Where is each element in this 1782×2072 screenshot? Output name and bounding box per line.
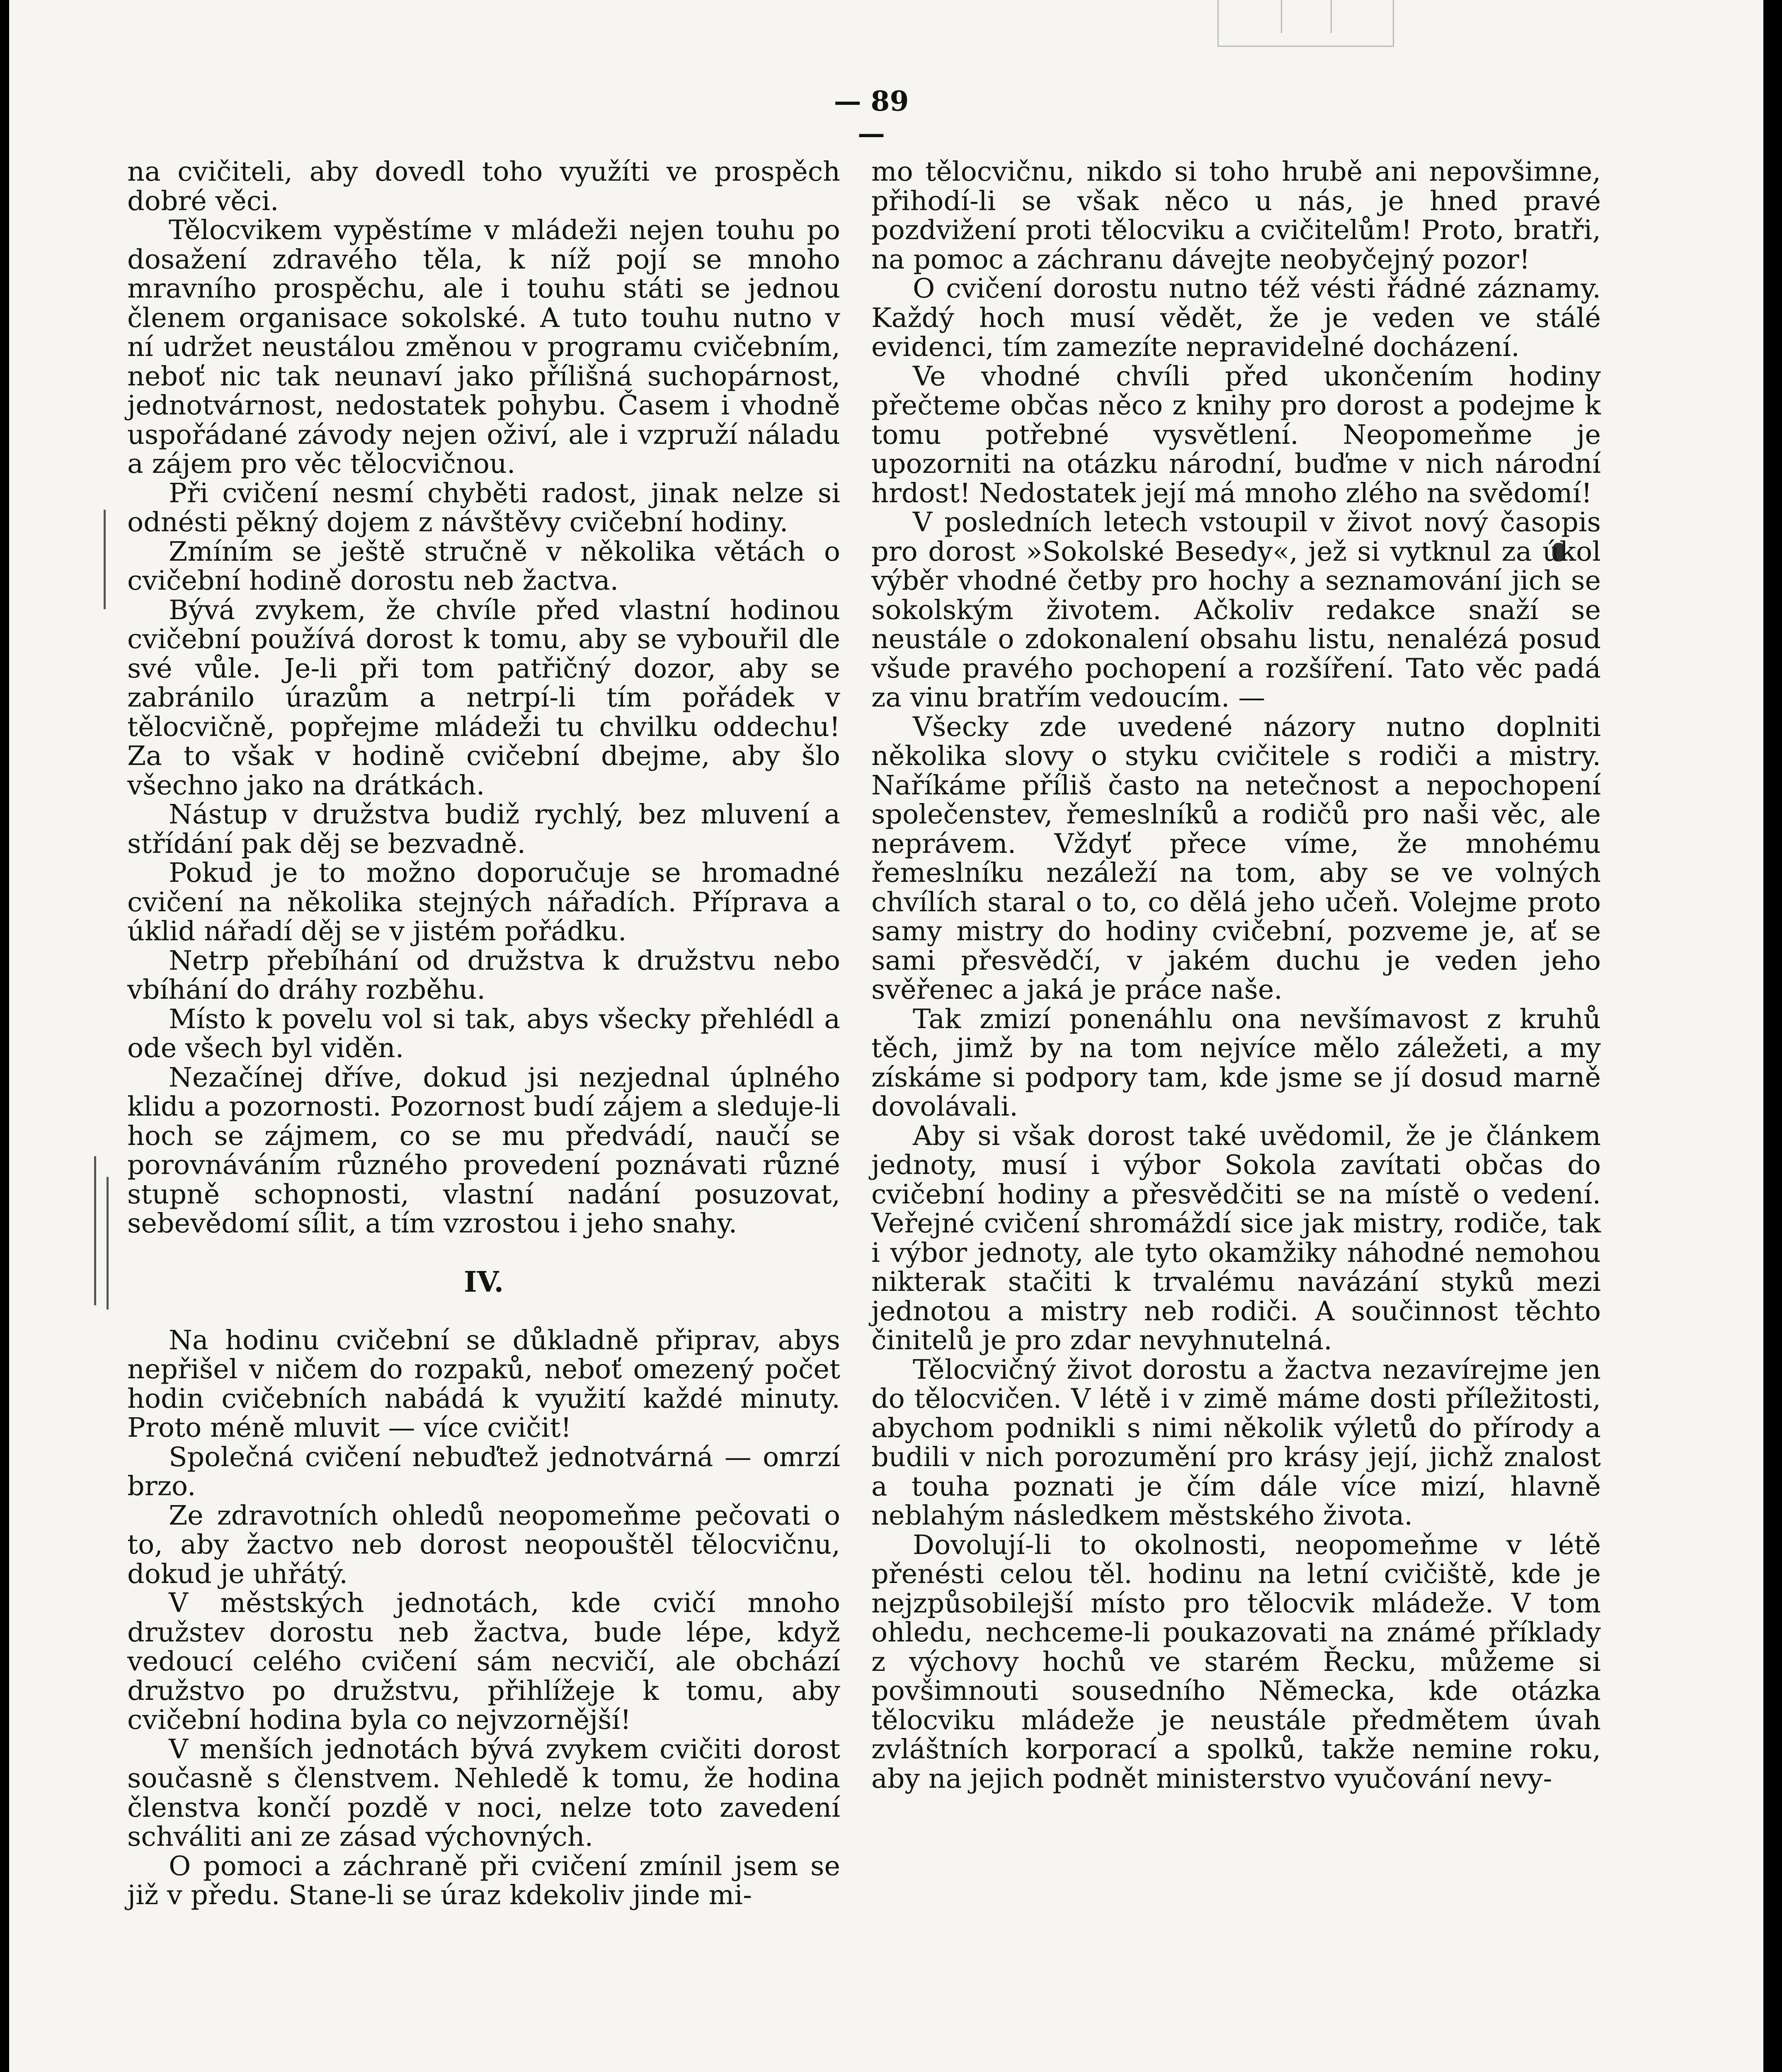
paragraph: Tak zmizí ponenáhlu ona nevšímavost z kruhů těch, jimž by na tom nejvíce mělo záležeti, a my získáme si podpory tam, kde jsme se jí dosud marně dovolávali. <box>871 1003 1601 1122</box>
paragraph: O cvičení dorostu nutno též vésti řádné záznamy. Každý hoch musí vědět, že je veden ve stálé evidenci, tím zamezíte nepravidelné docházení. <box>871 273 1601 363</box>
paragraph: Nezačínej dříve, dokud jsi nezjednal úplného klidu a pozornosti. Pozornost budí zájem a sleduje-li hoch se zájmem, co se mu předvádí, naučí se porovnáváním různého provedení poznávati různé stupně schopnosti, vlastní nadání posuzovat, sebevědomí sílit, a tím vzrostou i jeho snahy. <box>127 1062 840 1239</box>
left-column <box>127 157 840 1910</box>
margin-mark <box>104 510 106 609</box>
paragraph: V menších jednotách bývá zvykem cvičiti dorost současně s členstvem. Nehledě k tomu, že hodina členstva končí pozdě v noci, nelze toto zavedení schváliti ani ze zásad výchovných. <box>127 1733 840 1852</box>
paragraph: Pokud je to možno doporučuje se hromadné cvičení na několika stejných nářadích. Příprava a úklid nářadí děj se v jistém pořádku. <box>127 857 840 947</box>
paragraph: Zmíním se ještě stručně v několika větách o cvičební hodině dorostu neb žactva. <box>127 536 840 596</box>
paragraph: Místo k povelu vol si tak, abys všecky přehlédl a ode všech byl viděn. <box>127 1003 840 1064</box>
paragraph: Společná cvičení nebuďtež jednotvárná — omrzí brzo. <box>127 1441 840 1502</box>
paragraph: Dovolují-li to okolnosti, neopomeňme v létě přenésti celou těl. hodinu na letní cvičiště, kde je nejzpůsobilejší místo pro tělocvik mládeže. V tom ohledu, nechceme-li poukazovati na známé příklady z výchovy hochů ve starém Řecku, můžeme si povšimnouti sousedního Německa, kde otázka tělocviku mládeže je neustále předmětem úvah zvláštních korporací a spolků, takže nemine roku, aby na jejich podnět ministerstvo vyučování nevy- <box>871 1529 1601 1794</box>
paragraph: Na hodinu cvičební se důkladně připrav, abys nepřišel v ničem do rozpaků, neboť omezený počet hodin cvičebních nabádá k využití každé minuty. Proto méně mluvit — více cvičit! <box>127 1324 840 1443</box>
paragraph: Ve vhodné chvíli před ukončením hodiny přečteme občas něco z knihy pro dorost a podejme k tomu potřebné vysvětlení. Neopomeňme je upozorniti na otázku národní, buďme v nich národní hrdost! Nedostatek její má mnoho zlého na svědomí! <box>871 361 1601 509</box>
paragraph: Netrp přebíhání od družstva k družstvu nebo vbíhání do dráhy rozběhu. <box>127 945 840 1005</box>
paragraph: Tělocvičný život dorostu a žactva nezavírejme jen do tělocvičen. V létě i v zimě máme dosti příležitosti, abychom podnikli s nimi několik výletů do přírody a budili v nich porozumění pro krásy její, jichž znalost a touha poznati je čím dále více mizí, hlavně neblahým následkem městského života. <box>871 1354 1601 1531</box>
paragraph: na cvičiteli, aby dovedl toho využíti ve prospěch dobré věci. <box>127 156 840 217</box>
paragraph: Aby si však dorost také uvědomil, že je článkem jednoty, musí i výbor Sokola zavítati občas do cvičební hodiny a přesvědčiti se na místě o vedení. Veřejné cvičení shromáždí sice jak mistry, rodiče, tak i výbor jednoty, ale tyto okamžiky náhodné nemohou nikterak stačiti k trvalému navázání styků mezi jednotou a mistry neb rodiči. A součinnost těchto činitelů je pro zdar nevyhnutelná. <box>871 1120 1601 1356</box>
page-number: — 89 — <box>834 85 909 150</box>
paragraph: V posledních letech vstoupil v život nový časopis pro dorost »Sokolské Besedy«, jež si vytknul za úkol výběr vhodné četby pro hochy a seznamování jich se sokolským životem. Ačkoliv redakce snaží se neustále o zdokonalení obsahu listu, nenalézá posud všude pravého pochopení a rozšíření. Tato věc padá za vinu bratřím vedoucím. — <box>871 507 1601 713</box>
paragraph: Všecky zde uvedené názory nutno doplniti několika slovy o styku cvičitele s rodiči a mistry. Naříkáme příliš často na netečnost a nepochopení společenstev, řemeslníků a rodičů pro naši věc, ale neprávem. Vždyť přece víme, že mnohému řemeslníku nezáleží na tom, aby se ve volných chvílích staral o to, co dělá jeho učeň. Volejme proto samy mistry do hodiny cvičební, pozveme je, ať se sami přesvědčí, v jakém duchu je veden jeho svěřenec a jaká je práce naše. <box>871 711 1601 1005</box>
paragraph: V městských jednotách, kde cvičí mnoho družstev dorostu neb žactva, bude lépe, když vedoucí celého cvičení sám necvičí, ale obchází družstvo po družstvu, přihlížeje k tomu, aby cvičební hodina byla co nejvzornější! <box>127 1588 840 1736</box>
archive-stamp <box>1217 0 1394 47</box>
section-heading: IV. <box>463 1265 504 1299</box>
paragraph: Ze zdravotních ohledů neopomeňme pečovati o to, aby žactvo neb dorost neopouštěl tělocvičnu, dokud je uhřátý. <box>127 1500 840 1590</box>
paragraph: Bývá zvykem, že chvíle před vlastní hodinou cvičební používá dorost k tomu, aby se vybouřil dle své vůle. Je-li při tom patřičný dozor, aby se zabránilo úrazům a netrpí-li tím pořádek v tělocvičně, popřejme mládeži tu chvilku oddechu! Za to však v hodině cvičební dbejme, aby šlo všechno jako na drátkách. <box>127 594 840 801</box>
margin-mark <box>107 1177 109 1310</box>
right-column <box>871 157 1601 1794</box>
margin-mark <box>94 1156 96 1305</box>
paragraph: Tělocvikem vypěstíme v mládeži nejen touhu po dosažení zdravého těla, k níž pojí se mnoho mravního prospěchu, ale i touhu státi se jednou členem organisace sokolské. A tuto touhu nutno v ní udržet neustálou změnou v programu cvičebním, neboť nic tak neunaví jako přílišná suchopárnost, jednotvárnost, nedostatek pohybu. Časem i vhodně uspořádané závody nejen oživí, ale i vzpruží náladu a zájem pro věc tělocvičnou. <box>127 215 840 479</box>
paragraph: O pomoci a záchraně při cvičení zmínil jsem se již v předu. Stane-li se úraz kdekoliv jinde mi- <box>127 1850 840 1911</box>
paragraph: Při cvičení nesmí chyběti radost, jinak nelze si odnésti pěkný dojem z návštěvy cvičební hodiny. <box>127 477 840 538</box>
scanned-page <box>9 0 1763 2072</box>
paragraph: mo tělocvičnu, nikdo si toho hrubě ani nepovšimne, přihodí-li se však něco u nás, je hned pravé pozdvižení proti tělocviku a cvičitelům! Proto, bratři, na pomoc a záchranu dávejte neobyčejný pozor! <box>871 156 1601 275</box>
paragraph: Nástup v družstva budiž rychlý, bez mluvení a střídání pak děj se bezvadně. <box>127 799 840 859</box>
